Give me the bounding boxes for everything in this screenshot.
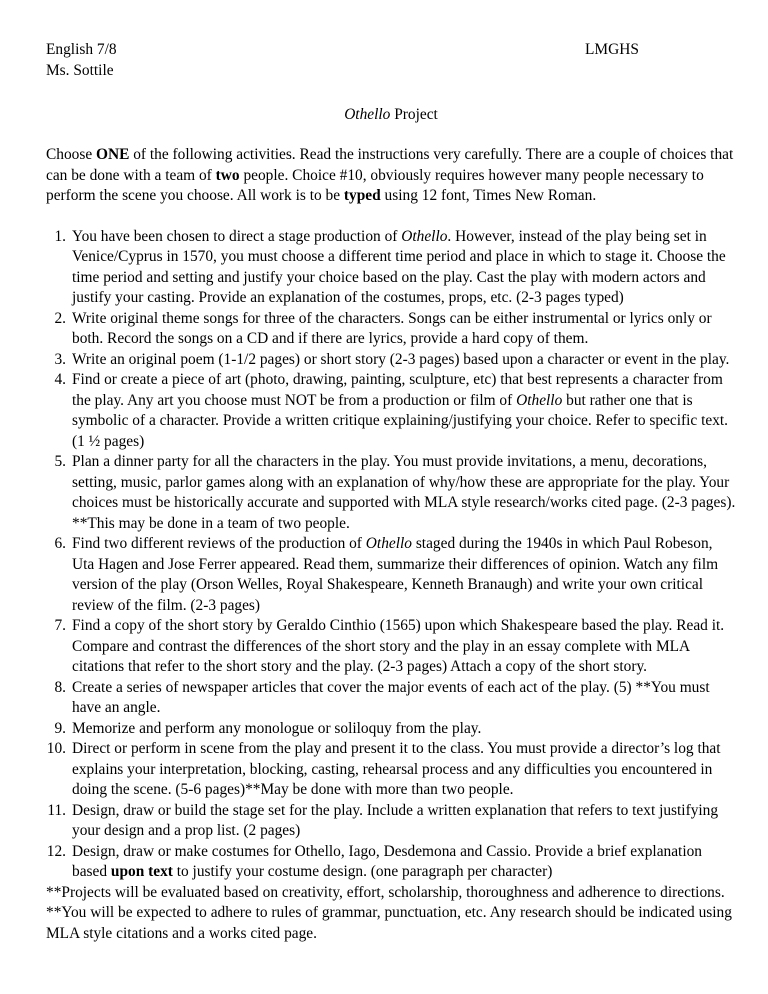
item-number: 1. <box>54 227 66 245</box>
item-number: 3. <box>54 350 66 368</box>
item-number: 4. <box>54 371 66 388</box>
item-text: . However, instead of the play being set in Venice/Cyprus in 1570, you must choose a different time period and place in which to stage it. Choose the time period and setting and justify your choice based on the play. Cast the play with modern actors and justify your casting. Provide an explanation of the costumes, props, etc. (2-3 pages typed) <box>72 227 726 306</box>
title-rest: Project <box>390 106 438 123</box>
intro-emphasis: two <box>215 166 240 184</box>
activity-item <box>54 616 736 678</box>
intro-emphasis: typed <box>343 187 381 204</box>
document-title <box>46 105 736 125</box>
activity-item <box>47 801 736 842</box>
item-text: but rather one that is symbolic of a character. Provide a written critique explaining/justifying your choice. Refer to specific text. (1 ½ pages) <box>72 391 729 450</box>
activity-item <box>46 842 736 883</box>
item-text: Find or create a piece of art (photo, drawing, painting, sculpture, etc) that best represents a character from the play. Any art you choose must NOT be from a production or film of <box>72 371 723 409</box>
item-number: 6. <box>54 535 66 552</box>
school-name: LMGHS <box>585 41 639 58</box>
item-text: Find a copy of the short story by Geraldo Cinthio (1565) upon which Shakespeare based the play. Read it. Compare and contrast the differences of the short story and the play in an essay complete with MLA citations that refer to the short story and the play. (2-3 pages) Attach a copy of the short story. <box>72 617 725 675</box>
intro-text: using 12 font, Times New Roman. <box>380 187 597 204</box>
item-text: Create a series of newspaper articles that cover the major events of each act of the play. (5) **You must have an angle. <box>72 678 710 716</box>
item-number: 5. <box>54 453 66 470</box>
item-text: Find two different reviews of the production of <box>72 535 366 552</box>
item-text: staged during the 1940s in which Paul Robeson, Uta Hagen and Jose Ferrer appeared. Read them, summarize their differences of opinion. Watch any film version of the play (Orson Welles, Royal Shakespeare, Kenneth Branaugh) and write your own critical review of the film. (2-3 pages) <box>72 535 719 614</box>
item-number: 11. <box>47 801 66 819</box>
item-italic: Othello <box>401 227 448 245</box>
item-text: Memorize and perform any monologue or soliloquy from the play. <box>72 719 482 737</box>
item-text: Write an original poem (1-1/2 pages) or short story (2-3 pages) based upon a character or event in the play. <box>72 350 730 368</box>
activity-list <box>46 227 736 883</box>
title-italic: Othello <box>344 106 391 123</box>
item-text: Design, draw or build the stage set for the play. Include a written explanation that refers to text justifying your design and a prop list. (2 pages) <box>72 801 719 839</box>
page-content <box>46 40 736 944</box>
item-number: 10. <box>46 740 66 757</box>
item-number: 8. <box>54 678 66 696</box>
teacher-name: Ms. Sottile <box>46 61 114 79</box>
activity-item <box>54 309 736 350</box>
item-number: 12. <box>46 842 66 860</box>
intro-text: people. Choice #10, obviously requires however many people necessary to perform the scene you choose. All work is to be <box>46 166 704 204</box>
activity-item <box>54 370 736 452</box>
item-text: to justify your costume design. (one paragraph per character) <box>172 863 553 880</box>
intro-text: Choose <box>46 146 97 163</box>
item-text: Direct or perform in scene from the play and present it to the class. You must provide a director’s log that explains your interpretation, blocking, casting, rehearsal process and any difficulties you encountered in doing the scene. (5-6 pages)**May be done with more than two people. <box>72 740 721 798</box>
item-text: Plan a dinner party for all the characters in the play. You must provide invitations, a menu, decorations, setting, music, parlor games along with an explanation of why/how these are appropriate for the play. Your choices must be historically accurate and supported with MLA style research/works cited page. (2-3 pages). **This may be done in a team of two people. <box>72 453 736 532</box>
activity-item <box>54 678 736 719</box>
intro-emphasis: ONE <box>96 146 130 163</box>
activity-item <box>54 350 736 371</box>
item-text: Design, draw or make costumes for Othello, Iago, Desdemona and Cassio. Provide a brief explanation based <box>72 842 702 880</box>
closing-note: **Projects will be evaluated based on creativity, effort, scholarship, thoroughness and adherence to directions. <box>46 883 725 901</box>
activity-item <box>54 534 736 616</box>
closing-notes <box>46 883 736 945</box>
closing-note: **You will be expected to adhere to rules of grammar, punctuation, etc. Any research should be indicated using MLA style citations and a works cited page. <box>46 904 732 942</box>
item-number: 9. <box>54 719 66 737</box>
activity-item <box>46 739 736 801</box>
activity-item <box>54 227 736 309</box>
header-left <box>46 40 117 81</box>
course-name: English 7/8 <box>46 41 117 58</box>
item-italic: Othello <box>365 535 412 552</box>
item-bold: upon text <box>110 863 173 880</box>
intro-paragraph <box>46 145 736 207</box>
item-number: 7. <box>54 617 66 634</box>
item-number: 2. <box>54 309 66 327</box>
activity-item <box>54 452 736 534</box>
item-italic: Othello <box>516 391 563 409</box>
item-text: Write original theme songs for three of the characters. Songs can be either instrumental or lyrics only or both. Record the songs on a CD and if there are lyrics, provide a hard copy of them. <box>72 309 712 347</box>
document-header <box>46 40 736 82</box>
activity-item <box>54 719 736 740</box>
intro-text: of the following activities. Read the instructions very carefully. There are a couple of choices that can be done with a team of <box>46 146 734 184</box>
item-text: You have been chosen to direct a stage production of <box>72 227 402 245</box>
